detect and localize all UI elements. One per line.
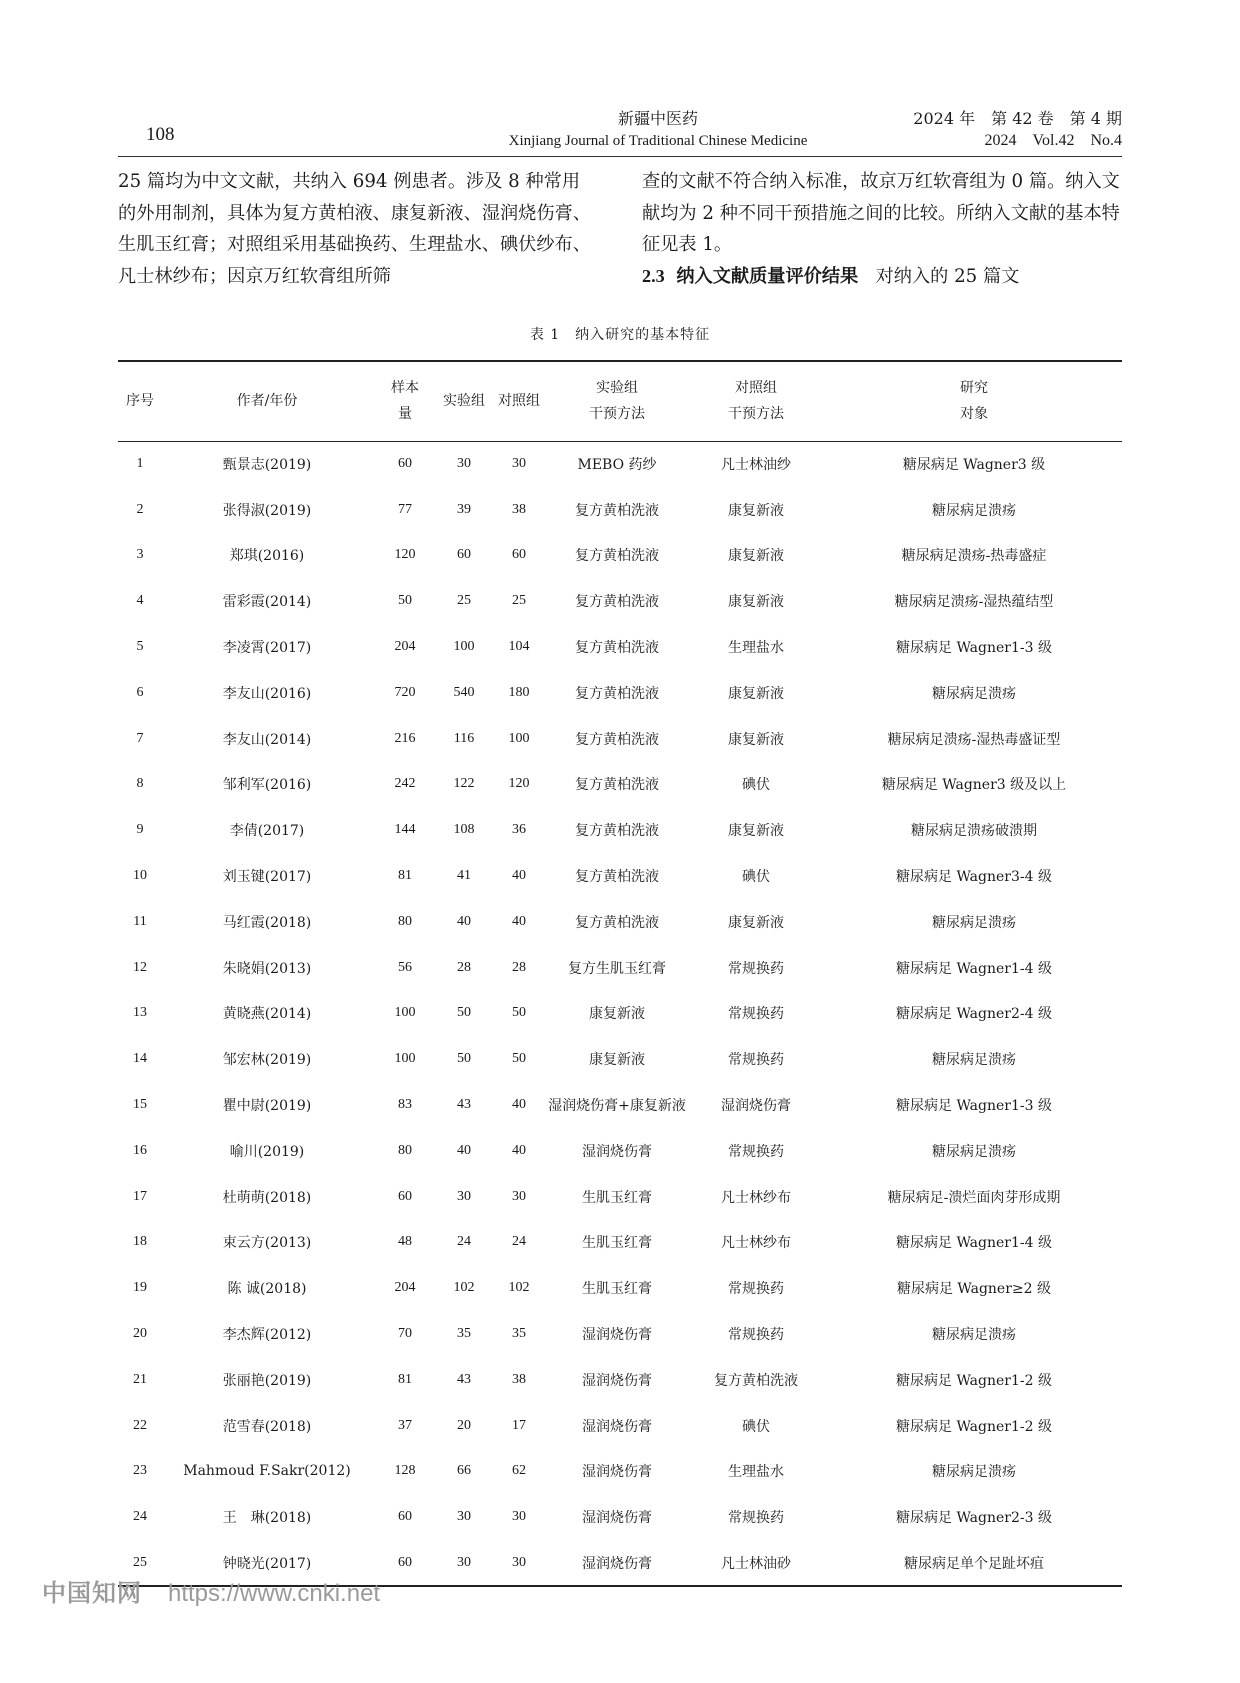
cell-ctrl: 102 <box>508 1280 530 1296</box>
table-row <box>118 762 1122 808</box>
cell-subject: 糖尿病足-溃烂面肉芽形成期 <box>887 1189 1061 1206</box>
cell-subject: 糖尿病足溃疡 <box>932 685 1016 702</box>
cell-exp-intervention: 湿润烧伤膏+康复新液 <box>548 1098 686 1115</box>
cell-exp-intervention: MEBO 药纱 <box>577 457 657 474</box>
cell-no: 10 <box>133 868 147 884</box>
section-title: 纳入文献质量评价结果 <box>676 265 859 287</box>
col-header-subject-line1: 研究 <box>960 380 988 397</box>
cell-author: 李倩(2017) <box>229 823 305 840</box>
cell-author: 黄晓燕(2014) <box>222 1006 312 1023</box>
cell-author: 束云方(2013) <box>222 1235 312 1252</box>
cell-no: 24 <box>133 1509 147 1525</box>
table-row <box>118 1494 1122 1540</box>
cell-ctrl-intervention: 康复新液 <box>728 731 784 748</box>
cell-no: 1 <box>136 456 144 472</box>
cell-sample: 77 <box>398 501 412 517</box>
cell-subject: 糖尿病足溃疡 <box>932 1052 1016 1069</box>
cell-subject: 糖尿病足 Wagner1-3 级 <box>896 640 1052 657</box>
cell-exp-intervention: 复方黄柏洗液 <box>575 594 659 611</box>
cell-exp: 35 <box>457 1326 471 1342</box>
cell-no: 2 <box>136 501 144 517</box>
cell-sample: 60 <box>398 456 412 472</box>
cell-author: 朱晓娟(2013) <box>222 960 312 977</box>
cell-subject: 糖尿病足溃疡 <box>932 1143 1016 1160</box>
table-row <box>118 1082 1122 1128</box>
cell-ctrl: 104 <box>508 639 530 655</box>
cell-exp-intervention: 湿润烧伤膏 <box>582 1327 652 1344</box>
cell-ctrl-intervention: 常规换药 <box>728 1052 784 1069</box>
cell-author: 刘玉键(2017) <box>222 869 312 886</box>
cell-exp: 41 <box>457 868 471 884</box>
footer-watermark <box>42 1573 380 1608</box>
running-header <box>118 108 1122 156</box>
table-row <box>118 1311 1122 1357</box>
cell-author: 钟晓光(2017) <box>162 1540 372 1586</box>
cell-subject: 糖尿病足溃疡-热毒盛症 <box>901 548 1047 565</box>
cell-sample: 50 <box>398 593 412 609</box>
table-row <box>118 1128 1122 1174</box>
cell-subject: 糖尿病足溃疡-湿热毒盛证型 <box>887 731 1061 748</box>
cell-exp-intervention: 生肌玉红膏 <box>582 1235 652 1252</box>
table-row <box>118 578 1122 624</box>
cell-subject: 糖尿病足 Wagner1-2 级 <box>896 1418 1052 1435</box>
cell-ctrl-intervention: 碘伏 <box>742 869 770 886</box>
cell-no: 18 <box>133 1234 147 1250</box>
cell-exp: 43 <box>457 1371 471 1387</box>
table-row <box>118 1220 1122 1266</box>
issue-info-cn: 2024 年 第 42 卷 第 4 期 <box>913 109 1122 128</box>
cell-no: 25 <box>118 1540 162 1586</box>
cell-no: 6 <box>136 684 144 700</box>
col-header-ctrl-int-line1: 对照组 <box>735 380 777 397</box>
cnki-url: https://www.cnki.net <box>168 1580 381 1607</box>
cell-ctrl-intervention: 凡士林纱布 <box>721 1189 791 1206</box>
cell-subject: 糖尿病足 Wagner3 级及以上 <box>881 777 1067 794</box>
cell-exp-intervention: 湿润烧伤膏 <box>582 1464 652 1481</box>
cell-exp: 30 <box>457 456 471 472</box>
cell-ctrl-intervention: 凡士林纱布 <box>721 1235 791 1252</box>
cell-exp-intervention: 复方生肌玉红膏 <box>568 960 666 977</box>
cell-exp-intervention: 复方黄柏洗液 <box>575 548 659 565</box>
cell-author: 喻川(2019) <box>229 1143 305 1160</box>
cell-ctrl: 40 <box>512 1142 526 1158</box>
cell-author: 陈 诚(2018) <box>227 1281 307 1298</box>
cell-ctrl-intervention: 常规换药 <box>728 1510 784 1527</box>
cell-no: 16 <box>133 1142 147 1158</box>
cell-exp: 66 <box>457 1463 471 1479</box>
section-heading <box>642 261 1122 293</box>
cell-exp: 28 <box>457 959 471 975</box>
cell-exp-intervention: 湿润烧伤膏 <box>582 1418 652 1435</box>
cell-ctrl-intervention: 凡士林油砂 <box>686 1540 826 1586</box>
cell-exp-intervention: 康复新液 <box>589 1006 645 1023</box>
cell-no: 17 <box>133 1188 147 1204</box>
cell-sample: 56 <box>398 959 412 975</box>
cell-sample: 70 <box>398 1326 412 1342</box>
cell-exp: 108 <box>453 822 475 838</box>
cell-exp: 20 <box>457 1417 471 1433</box>
cell-no: 14 <box>133 1051 147 1067</box>
cell-ctrl: 36 <box>512 822 526 838</box>
cell-ctrl-intervention: 常规换药 <box>728 1143 784 1160</box>
table-row <box>118 807 1122 853</box>
journal-title-en: Xinjiang Journal of Traditional Chinese Medicine <box>508 133 808 149</box>
cell-no: 9 <box>136 822 144 838</box>
cell-ctrl: 30 <box>512 1188 526 1204</box>
cell-exp: 122 <box>453 776 475 792</box>
cell-sample: 216 <box>394 730 416 746</box>
cell-sample: 128 <box>394 1463 416 1479</box>
cell-ctrl: 40 <box>512 1097 526 1113</box>
col-header-exp-intervention <box>548 361 686 441</box>
cell-no: 13 <box>133 1005 147 1021</box>
cell-author: 邹利军(2016) <box>222 777 312 794</box>
cell-no: 21 <box>133 1371 147 1387</box>
cell-author: 范雪春(2018) <box>222 1418 312 1435</box>
cell-author: 马红霞(2018) <box>222 914 312 931</box>
issue-info <box>913 108 1122 152</box>
cell-subject: 糖尿病足溃疡 <box>932 914 1016 931</box>
cell-author: 李凌霄(2017) <box>222 640 312 657</box>
cell-ctrl-intervention: 常规换药 <box>728 1006 784 1023</box>
table-row <box>118 1357 1122 1403</box>
section-text: 对纳入的 25 篇文 <box>875 265 1020 287</box>
cell-ctrl: 40 <box>512 913 526 929</box>
cell-ctrl-intervention: 康复新液 <box>728 502 784 519</box>
col-header-ctrl-int-line2: 干预方法 <box>728 406 784 423</box>
cell-ctrl-intervention: 湿润烧伤膏 <box>721 1098 791 1115</box>
col-header-author: 作者/年份 <box>162 361 372 441</box>
journal-title-cn: 新疆中医药 <box>617 109 698 128</box>
table-row <box>118 991 1122 1037</box>
cell-ctrl: 17 <box>512 1417 526 1433</box>
cell-subject: 糖尿病足溃疡 <box>932 1327 1016 1344</box>
table-caption: 表 1 纳入研究的基本特征 <box>529 327 711 343</box>
cell-exp-intervention: 湿润烧伤膏 <box>582 1143 652 1160</box>
cell-no: 3 <box>136 547 144 563</box>
cell-author: 雷彩霞(2014) <box>222 594 312 611</box>
cell-ctrl-intervention: 凡士林油纱 <box>721 457 791 474</box>
section-number: 2.3 <box>642 265 665 286</box>
cell-subject: 糖尿病足单个足趾坏疽 <box>826 1540 1122 1586</box>
cell-author: 李友山(2016) <box>222 685 312 702</box>
cell-ctrl-intervention: 生理盐水 <box>728 640 784 657</box>
cell-exp: 102 <box>453 1280 475 1296</box>
cell-sample: 60 <box>398 1509 412 1525</box>
cell-sample: 204 <box>394 639 416 655</box>
cell-author: 邹宏林(2019) <box>222 1052 312 1069</box>
cell-author: 李杰辉(2012) <box>222 1327 312 1344</box>
cell-exp-intervention: 康复新液 <box>589 1052 645 1069</box>
cell-ctrl: 62 <box>512 1463 526 1479</box>
table-row <box>118 1265 1122 1311</box>
cell-author: 郑琪(2016) <box>229 548 305 565</box>
cell-ctrl-intervention: 康复新液 <box>728 548 784 565</box>
cell-sample: 48 <box>398 1234 412 1250</box>
cell-sample: 83 <box>398 1097 412 1113</box>
cell-author: 张丽艳(2019) <box>222 1372 312 1389</box>
cell-sample: 120 <box>394 547 416 563</box>
cell-subject: 糖尿病足 Wagner3 级 <box>902 457 1046 474</box>
cell-exp-intervention: 湿润烧伤膏 <box>548 1540 686 1586</box>
cell-exp: 540 <box>453 684 475 700</box>
cell-exp-intervention: 复方黄柏洗液 <box>575 640 659 657</box>
issue-info-en: 2024 Vol.42 No.4 <box>984 132 1122 149</box>
cell-exp-intervention: 湿润烧伤膏 <box>582 1372 652 1389</box>
cell-ctrl: 38 <box>512 1371 526 1387</box>
cell-ctrl-intervention: 生理盐水 <box>728 1464 784 1481</box>
cell-subject: 糖尿病足 Wagner1-4 级 <box>896 960 1052 977</box>
cell-no: 11 <box>133 913 147 929</box>
characteristics-table <box>118 360 1122 1587</box>
cell-exp: 50 <box>457 1051 471 1067</box>
cell-ctrl: 100 <box>508 730 530 746</box>
cell-no: 23 <box>133 1463 147 1479</box>
col-header-ctrl: 对照组 <box>490 361 548 441</box>
left-column <box>118 166 598 292</box>
cell-exp-intervention: 生肌玉红膏 <box>582 1189 652 1206</box>
cell-exp-intervention: 复方黄柏洗液 <box>575 823 659 840</box>
table-row <box>118 533 1122 579</box>
cell-subject: 糖尿病足 Wagner2-4 级 <box>896 1006 1052 1023</box>
table-row <box>118 1403 1122 1449</box>
cell-ctrl-intervention: 常规换药 <box>728 960 784 977</box>
table-row <box>118 487 1122 533</box>
col-header-sample <box>372 361 438 441</box>
cell-ctrl: 60 <box>512 547 526 563</box>
cell-subject: 糖尿病足 Wagner1-4 级 <box>896 1235 1052 1252</box>
cell-ctrl-intervention: 碘伏 <box>742 1418 770 1435</box>
cell-exp: 25 <box>457 593 471 609</box>
cell-exp: 30 <box>438 1540 490 1586</box>
journal-title <box>498 108 818 152</box>
cell-exp: 50 <box>457 1005 471 1021</box>
table-row <box>118 899 1122 945</box>
table-row <box>118 670 1122 716</box>
col-header-no: 序号 <box>118 361 162 441</box>
cell-exp: 30 <box>457 1188 471 1204</box>
cell-no: 4 <box>136 593 144 609</box>
cell-exp: 39 <box>457 501 471 517</box>
cell-exp-intervention: 复方黄柏洗液 <box>575 777 659 794</box>
cell-sample: 37 <box>398 1417 412 1433</box>
col-header-sample-line1: 样本 <box>391 380 419 397</box>
cell-ctrl-intervention: 康复新液 <box>728 685 784 702</box>
cell-subject: 糖尿病足 Wagner1-3 级 <box>896 1098 1052 1115</box>
table-row <box>118 624 1122 670</box>
cell-subject: 糖尿病足 Wagner1-2 级 <box>896 1372 1052 1389</box>
cell-exp-intervention: 复方黄柏洗液 <box>575 502 659 519</box>
cell-author: 甄景志(2019) <box>222 457 312 474</box>
col-header-subject <box>826 361 1122 441</box>
cell-sample: 242 <box>394 776 416 792</box>
cell-exp: 24 <box>457 1234 471 1250</box>
cell-author: Mahmoud F.Sakr(2012) <box>183 1463 351 1480</box>
col-header-ctrl-intervention <box>686 361 826 441</box>
table-row <box>118 853 1122 899</box>
cell-no: 19 <box>133 1280 147 1296</box>
col-header-exp-int-line1: 实验组 <box>596 380 638 397</box>
cell-subject: 糖尿病足溃疡破溃期 <box>911 823 1037 840</box>
cell-subject: 糖尿病足溃疡 <box>932 1464 1016 1481</box>
table-row <box>118 945 1122 991</box>
cell-no: 7 <box>136 730 144 746</box>
cell-sample: 60 <box>398 1188 412 1204</box>
cell-exp-intervention: 复方黄柏洗液 <box>575 869 659 886</box>
cell-exp: 60 <box>457 547 471 563</box>
cell-ctrl: 28 <box>512 959 526 975</box>
cell-exp: 40 <box>457 1142 471 1158</box>
cell-sample: 720 <box>394 684 416 700</box>
cell-sample: 204 <box>394 1280 416 1296</box>
cell-no: 20 <box>133 1326 147 1342</box>
cell-ctrl: 38 <box>512 501 526 517</box>
cell-ctrl: 35 <box>512 1326 526 1342</box>
cell-author: 李友山(2014) <box>222 731 312 748</box>
cell-exp: 116 <box>453 730 475 746</box>
cell-sample: 80 <box>398 913 412 929</box>
cell-ctrl: 50 <box>512 1051 526 1067</box>
cell-ctrl: 30 <box>512 1509 526 1525</box>
cell-no: 22 <box>133 1417 147 1433</box>
cell-exp: 43 <box>457 1097 471 1113</box>
cell-sample: 80 <box>398 1142 412 1158</box>
header-rule <box>118 156 1122 157</box>
cell-author: 张得淑(2019) <box>222 502 312 519</box>
cell-ctrl-intervention: 康复新液 <box>728 823 784 840</box>
table-row <box>118 1036 1122 1082</box>
cell-exp-intervention: 生肌玉红膏 <box>582 1281 652 1298</box>
cell-sample: 100 <box>394 1005 416 1021</box>
cell-ctrl: 180 <box>508 684 530 700</box>
cell-ctrl-intervention: 康复新液 <box>728 914 784 931</box>
cell-subject: 糖尿病足 Wagner≥2 级 <box>896 1281 1051 1298</box>
right-paragraph: 查的文献不符合纳入标准，故京万红软膏组为 0 篇。纳入文献均为 2 种不同干预措施之间的比较。所纳入文献的基本特征见表 1。 <box>642 171 1120 255</box>
cell-ctrl-intervention: 常规换药 <box>728 1327 784 1344</box>
cell-ctrl-intervention: 常规换药 <box>728 1281 784 1298</box>
cell-sample: 81 <box>398 868 412 884</box>
left-paragraph: 25 篇均为中文文献，共纳入 694 例患者。涉及 8 种常用的外用制剂，具体为复方黄柏液、康复新液、湿润烧伤膏、生肌玉红膏；对照组采用基础换药、生理盐水、碘伏纱布、凡士林纱布；因京万红软膏组所筛 <box>118 171 591 287</box>
col-header-sample-line2: 量 <box>398 406 412 423</box>
cell-no: 5 <box>136 639 144 655</box>
table-body <box>118 441 1122 1586</box>
col-header-exp-int-line2: 干预方法 <box>589 406 645 423</box>
table-row <box>118 716 1122 762</box>
cell-ctrl: 25 <box>512 593 526 609</box>
body-text <box>118 166 1122 292</box>
cell-ctrl-intervention: 康复新液 <box>728 594 784 611</box>
cell-no: 12 <box>133 959 147 975</box>
cell-exp: 30 <box>457 1509 471 1525</box>
cell-ctrl: 30 <box>490 1540 548 1586</box>
cell-ctrl: 50 <box>512 1005 526 1021</box>
col-header-subject-line2: 对象 <box>960 406 988 423</box>
cell-sample: 100 <box>394 1051 416 1067</box>
cell-exp: 40 <box>457 913 471 929</box>
right-column <box>642 166 1122 292</box>
table-header-row <box>118 361 1122 441</box>
cell-sample: 60 <box>372 1540 438 1586</box>
cell-sample: 144 <box>394 822 416 838</box>
cell-ctrl-intervention: 复方黄柏洗液 <box>714 1372 798 1389</box>
cell-no: 15 <box>133 1097 147 1113</box>
cell-exp-intervention: 复方黄柏洗液 <box>575 914 659 931</box>
table-row <box>118 1449 1122 1495</box>
cell-subject: 糖尿病足 Wagner3-4 级 <box>896 869 1052 886</box>
table-row <box>118 1174 1122 1220</box>
cell-subject: 糖尿病足 Wagner2-3 级 <box>896 1510 1052 1527</box>
cell-subject: 糖尿病足溃疡 <box>932 502 1016 519</box>
cell-exp: 100 <box>453 639 475 655</box>
cell-no: 8 <box>136 776 144 792</box>
cell-subject: 糖尿病足溃疡-湿热蕴结型 <box>894 594 1054 611</box>
cell-exp-intervention: 复方黄柏洗液 <box>575 731 659 748</box>
cell-exp-intervention: 复方黄柏洗液 <box>575 685 659 702</box>
cell-author: 王 琳(2018) <box>222 1510 312 1527</box>
cell-ctrl-intervention: 碘伏 <box>742 777 770 794</box>
cell-ctrl: 40 <box>512 868 526 884</box>
cell-ctrl: 120 <box>508 776 530 792</box>
cell-ctrl: 24 <box>512 1234 526 1250</box>
table-row <box>118 441 1122 487</box>
page-number: 108 <box>146 124 175 145</box>
cnki-brand: 中国知网 <box>42 1580 142 1607</box>
cell-author: 杜萌萌(2018) <box>222 1189 312 1206</box>
cell-author: 瞿中尉(2019) <box>222 1098 312 1115</box>
cell-exp-intervention: 湿润烧伤膏 <box>582 1510 652 1527</box>
cell-ctrl: 30 <box>512 456 526 472</box>
col-header-exp: 实验组 <box>438 361 490 441</box>
cell-sample: 81 <box>398 1371 412 1387</box>
